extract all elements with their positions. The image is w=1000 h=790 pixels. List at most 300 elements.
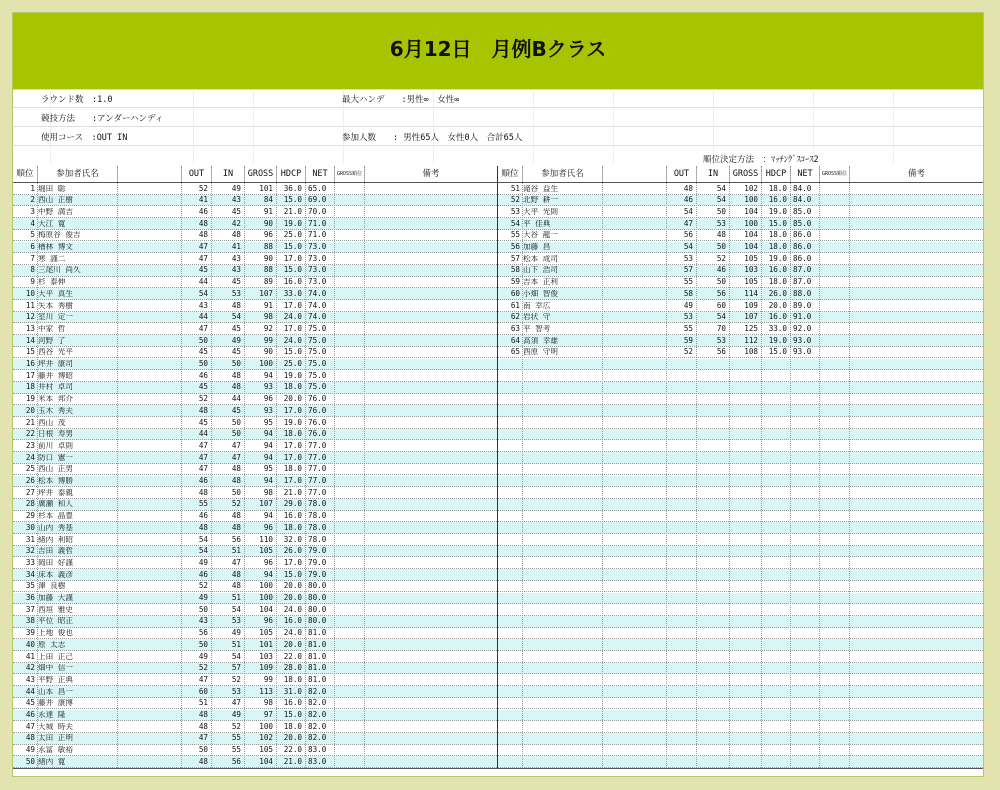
table-row — [498, 325, 982, 333]
cell-hdcp: 15.0 — [283, 243, 302, 251]
cell-gross: 101 — [259, 184, 273, 193]
cell-name: 大江 寛 — [38, 219, 66, 228]
cell-net: 77.0 — [308, 488, 327, 497]
cell-in: 52 — [231, 722, 241, 731]
cell-gross: 104 — [744, 231, 758, 240]
cell-rank: 7 — [30, 254, 35, 263]
cell-name: 楢林 博文 — [38, 243, 73, 251]
competition-method: 競技方法 :アンダーハンディ — [41, 114, 164, 124]
cell-rank: 1 — [30, 184, 35, 193]
cell-net: 73.0 — [308, 254, 327, 263]
cell-name: 平野 正典 — [38, 675, 73, 684]
cell-rank: 59 — [510, 278, 520, 287]
cell-gross: 91 — [263, 301, 273, 310]
cell-hdcp: 20.0 — [283, 640, 302, 649]
cell-in: 41 — [231, 243, 241, 251]
table-row — [13, 231, 497, 239]
cell-name: 河野 了 — [38, 336, 66, 345]
cell-out: 43 — [198, 301, 208, 310]
table-row — [498, 337, 982, 345]
table-row — [13, 325, 497, 333]
cell-out: 44 — [198, 278, 208, 287]
cell-in: 48 — [231, 523, 241, 532]
cell-hdcp: 31.0 — [283, 687, 302, 696]
cell-name: 西山 正男 — [38, 465, 73, 474]
grid-line — [364, 166, 365, 768]
header-out: OUT — [666, 166, 696, 183]
cell-in: 55 — [231, 746, 241, 755]
participant-count: 参加人数 : 男性65人 女性0人 合計65人 — [342, 133, 523, 143]
table-row — [13, 243, 497, 251]
table-row — [13, 348, 497, 356]
table-row — [498, 290, 982, 298]
cell-name: 大平 真生 — [38, 289, 73, 298]
cell-rank: 41 — [25, 652, 35, 661]
cell-name: 上地 俊也 — [38, 629, 73, 638]
cell-rank: 51 — [510, 184, 520, 193]
cell-hdcp: 25.0 — [283, 360, 302, 368]
cell-net: 65.0 — [308, 184, 327, 193]
table-row — [13, 360, 497, 368]
cell-out: 47 — [198, 243, 208, 251]
cell-rank: 47 — [25, 722, 35, 731]
cell-out: 45 — [198, 418, 208, 427]
table-row — [13, 337, 497, 345]
cell-rank: 15 — [25, 348, 35, 357]
cell-hdcp: 15.0 — [283, 266, 302, 275]
cell-net: 82.0 — [308, 699, 327, 708]
table-row — [13, 758, 497, 766]
cell-gross: 95 — [263, 465, 273, 474]
cell-gross: 105 — [744, 278, 758, 287]
column-divider — [497, 166, 498, 768]
cell-name: 吉田 義哲 — [38, 547, 73, 556]
table-row — [13, 266, 497, 274]
cell-rank: 46 — [25, 711, 35, 719]
cell-name: 原 太志 — [38, 640, 66, 649]
table-row — [13, 454, 497, 462]
cell-net: 88.0 — [793, 289, 812, 298]
cell-gross: 95 — [263, 418, 273, 427]
cell-in: 43 — [231, 254, 241, 263]
cell-hdcp: 17.0 — [283, 453, 302, 462]
cell-rank: 4 — [30, 219, 35, 228]
cell-name: 上田 正己 — [38, 652, 73, 661]
cell-name: 三尾川 尚久 — [38, 266, 81, 275]
header-hdcp: HDCP — [276, 166, 305, 183]
table-row — [13, 606, 497, 614]
grid-line — [117, 166, 118, 768]
cell-net: 73.0 — [308, 278, 327, 287]
cell-net: 75.0 — [308, 336, 327, 345]
cell-net: 81.0 — [308, 640, 327, 649]
cell-net: 79.0 — [308, 558, 327, 567]
cell-rank: 8 — [30, 266, 35, 275]
cell-gross: 103 — [744, 266, 758, 275]
cell-in: 53 — [231, 687, 241, 696]
cell-out: 52 — [198, 395, 208, 404]
cell-name: 加藤 昌 — [523, 243, 551, 251]
cell-gross: 94 — [263, 453, 273, 462]
table-row — [13, 407, 497, 415]
cell-name: 防口 憲一 — [38, 453, 73, 462]
cell-name: 渾 良樹 — [38, 582, 66, 591]
cell-out: 46 — [198, 512, 208, 521]
cell-gross: 100 — [744, 219, 758, 228]
cell-hdcp: 15.0 — [768, 219, 787, 228]
cell-out: 53 — [683, 313, 693, 322]
cell-out: 58 — [683, 289, 693, 298]
ranking-method: 順位決定方法 ：ﾏｯﾁﾝｸﾞｽｺｰｽ2 — [703, 155, 819, 165]
cell-gross: 99 — [263, 336, 273, 345]
table-row — [13, 536, 497, 544]
table-row — [498, 231, 982, 239]
cell-in: 54 — [231, 652, 241, 661]
cell-net: 77.0 — [308, 477, 327, 485]
grid-line — [181, 166, 182, 768]
cell-hdcp: 16.0 — [768, 313, 787, 322]
cell-name: 堀田 聡 — [38, 184, 66, 193]
table-row — [13, 617, 497, 625]
cell-name: 大平 光則 — [523, 207, 558, 216]
cell-hdcp: 24.0 — [283, 629, 302, 638]
cell-hdcp: 18.0 — [768, 184, 787, 193]
cell-gross: 104 — [744, 243, 758, 251]
cell-hdcp: 21.0 — [283, 207, 302, 216]
table-row — [13, 442, 497, 450]
cell-net: 81.0 — [308, 652, 327, 661]
cell-net: 83.0 — [308, 746, 327, 755]
cell-out: 45 — [198, 348, 208, 357]
table-row — [13, 196, 497, 204]
cell-hdcp: 22.0 — [283, 746, 302, 755]
cell-rank: 20 — [25, 406, 35, 415]
cell-out: 48 — [198, 523, 208, 532]
cell-net: 76.0 — [308, 418, 327, 427]
cell-out: 47 — [198, 324, 208, 333]
cell-hdcp: 18.0 — [283, 722, 302, 731]
cell-rank: 3 — [30, 207, 35, 216]
cell-hdcp: 18.0 — [768, 231, 787, 240]
cell-out: 52 — [198, 184, 208, 193]
cell-rank: 28 — [25, 500, 35, 509]
cell-hdcp: 20.0 — [283, 582, 302, 591]
cell-hdcp: 18.0 — [768, 278, 787, 287]
cell-hdcp: 36.0 — [283, 184, 302, 193]
cell-gross: 90 — [263, 219, 273, 228]
cell-hdcp: 18.0 — [283, 523, 302, 532]
cell-hdcp: 25.0 — [283, 231, 302, 240]
cell-name: 廣瀬 和人 — [38, 500, 73, 509]
table-row — [498, 185, 982, 193]
results-table — [13, 183, 983, 768]
cell-out: 46 — [683, 196, 693, 205]
cell-net: 78.0 — [308, 512, 327, 521]
cell-gross: 109 — [744, 301, 758, 310]
cell-out: 48 — [198, 219, 208, 228]
cell-name: 南 幸広 — [523, 301, 551, 310]
cell-in: 54 — [716, 184, 726, 193]
cell-in: 48 — [231, 465, 241, 474]
cell-net: 76.0 — [308, 406, 327, 415]
cell-out: 47 — [198, 734, 208, 743]
course-used: 使用コース :OUT IN — [41, 133, 128, 143]
cell-name: 加藤 大謹 — [38, 594, 73, 602]
cell-gross: 91 — [263, 207, 273, 216]
title-banner — [13, 13, 983, 89]
cell-in: 57 — [231, 664, 241, 673]
cell-out: 59 — [683, 336, 693, 345]
cell-gross: 108 — [744, 348, 758, 357]
cell-in: 56 — [231, 757, 241, 766]
cell-net: 74.0 — [308, 289, 327, 298]
cell-net: 81.0 — [308, 664, 327, 673]
cell-gross: 97 — [263, 711, 273, 719]
cell-hdcp: 16.0 — [768, 196, 787, 205]
cell-gross: 113 — [259, 687, 273, 696]
cell-gross: 125 — [744, 324, 758, 333]
cell-rank: 57 — [510, 254, 520, 263]
cell-name: 中野 満吉 — [38, 207, 73, 216]
table-header-right — [498, 166, 983, 183]
table-row — [13, 653, 497, 661]
cell-out: 60 — [198, 687, 208, 696]
cell-out: 52 — [198, 582, 208, 591]
table-row — [498, 313, 982, 321]
header-name: 参加者氏名 — [37, 166, 117, 183]
cell-net: 93.0 — [793, 336, 812, 345]
cell-name: 畑中 信一 — [38, 664, 73, 673]
cell-rank: 21 — [25, 418, 35, 427]
cell-gross: 107 — [744, 313, 758, 322]
table-row — [13, 559, 497, 567]
cell-gross: 102 — [744, 184, 758, 193]
cell-name: 室川 定一 — [38, 313, 73, 322]
competition-info — [13, 89, 983, 164]
cell-out: 55 — [683, 324, 693, 333]
cell-gross: 105 — [259, 746, 273, 755]
header-blank — [117, 166, 181, 183]
cell-hdcp: 18.0 — [283, 430, 302, 439]
cell-in: 48 — [231, 383, 241, 392]
cell-net: 82.0 — [308, 687, 327, 696]
cell-rank: 53 — [510, 207, 520, 216]
cell-out: 50 — [198, 336, 208, 345]
cell-gross: 96 — [263, 523, 273, 532]
table-row — [13, 465, 497, 473]
cell-name: 藤井 康博 — [38, 699, 73, 708]
header-net: NET — [305, 166, 334, 183]
cell-in: 54 — [231, 313, 241, 322]
cell-rank: 14 — [25, 336, 35, 345]
cell-name: 前川 卓則 — [38, 441, 73, 450]
grid-line — [276, 166, 277, 768]
table-row — [13, 185, 497, 193]
cell-gross: 100 — [259, 594, 273, 602]
cell-in: 45 — [231, 348, 241, 357]
cell-net: 87.0 — [793, 266, 812, 275]
cell-rank: 18 — [25, 383, 35, 392]
cell-rank: 54 — [510, 219, 520, 228]
cell-net: 87.0 — [793, 278, 812, 287]
cell-in: 47 — [231, 441, 241, 450]
cell-in: 45 — [231, 207, 241, 216]
cell-out: 54 — [198, 535, 208, 544]
cell-gross: 94 — [263, 477, 273, 485]
cell-in: 50 — [231, 360, 241, 368]
cell-in: 54 — [231, 605, 241, 614]
cell-hdcp: 19.0 — [768, 207, 787, 216]
cell-hdcp: 16.0 — [283, 617, 302, 626]
cell-gross: 94 — [263, 512, 273, 521]
cell-net: 83.0 — [308, 757, 327, 766]
round-count: ラウンド数 :1.0 — [41, 95, 113, 105]
cell-net: 82.0 — [308, 711, 327, 719]
cell-gross: 93 — [263, 383, 273, 392]
cell-rank: 50 — [25, 757, 35, 766]
cell-name: 岩状 守 — [523, 313, 551, 322]
cell-net: 80.0 — [308, 617, 327, 626]
cell-out: 54 — [198, 289, 208, 298]
cell-name: 杉 泰伸 — [38, 278, 66, 287]
header-out: OUT — [181, 166, 211, 183]
cell-net: 77.0 — [308, 465, 327, 474]
cell-net: 80.0 — [308, 594, 327, 602]
cell-gross: 100 — [259, 722, 273, 731]
cell-gross: 84 — [263, 196, 273, 205]
cell-in: 51 — [231, 640, 241, 649]
header-divider — [13, 182, 983, 183]
cell-gross: 101 — [259, 640, 273, 649]
cell-name: 松本 成司 — [523, 254, 558, 263]
cell-gross: 96 — [263, 231, 273, 240]
cell-in: 48 — [231, 371, 241, 380]
cell-hdcp: 17.0 — [283, 441, 302, 450]
cell-in: 50 — [231, 430, 241, 439]
cell-net: 74.0 — [308, 313, 327, 322]
cell-hdcp: 20.0 — [283, 734, 302, 743]
cell-hdcp: 24.0 — [283, 336, 302, 345]
cell-name: 永冨 敏裕 — [38, 746, 73, 755]
cell-gross: 100 — [259, 582, 273, 591]
cell-name: 西谷 光平 — [38, 348, 73, 357]
cell-gross: 93 — [263, 406, 273, 415]
cell-hdcp: 15.0 — [283, 348, 302, 357]
table-row — [13, 220, 497, 228]
cell-name: 西山 正樹 — [38, 196, 73, 205]
cell-rank: 30 — [25, 523, 35, 532]
cell-rank: 2 — [30, 196, 35, 205]
cell-in: 60 — [716, 301, 726, 310]
cell-net: 92.0 — [793, 324, 812, 333]
cell-gross: 92 — [263, 324, 273, 333]
table-row — [13, 302, 497, 310]
cell-name: 松本 博勝 — [38, 477, 73, 485]
cell-name: 米本 邦介 — [38, 395, 73, 404]
cell-out: 45 — [198, 383, 208, 392]
cell-rank: 27 — [25, 488, 35, 497]
cell-rank: 64 — [510, 336, 520, 345]
results-sheet — [12, 12, 984, 777]
cell-out: 48 — [198, 722, 208, 731]
cell-gross: 104 — [259, 605, 273, 614]
cell-out: 49 — [198, 558, 208, 567]
cell-rank: 60 — [510, 289, 520, 298]
cell-net: 71.0 — [308, 231, 327, 240]
cell-in: 52 — [231, 675, 241, 684]
cell-rank: 55 — [510, 231, 520, 240]
cell-out: 56 — [198, 629, 208, 638]
cell-in: 48 — [231, 231, 241, 240]
header-in: IN — [696, 166, 729, 183]
grid-line — [761, 166, 762, 768]
cell-hdcp: 15.0 — [283, 711, 302, 719]
cell-net: 80.0 — [308, 605, 327, 614]
cell-net: 70.0 — [308, 207, 327, 216]
cell-gross: 112 — [744, 336, 758, 345]
cell-name: 酉原 守明 — [523, 348, 558, 357]
table-row — [13, 255, 497, 263]
cell-out: 54 — [683, 243, 693, 251]
cell-in: 48 — [231, 582, 241, 591]
grid-line — [305, 166, 306, 768]
cell-hdcp: 17.0 — [283, 301, 302, 310]
table-row — [13, 208, 497, 216]
cell-hdcp: 19.0 — [283, 371, 302, 380]
cell-gross: 98 — [263, 699, 273, 708]
table-row — [498, 278, 982, 286]
cell-net: 78.0 — [308, 535, 327, 544]
cell-hdcp: 21.0 — [283, 488, 302, 497]
cell-rank: 32 — [25, 547, 35, 556]
cell-net: 89.0 — [793, 301, 812, 310]
cell-gross: 104 — [259, 757, 273, 766]
cell-hdcp: 18.0 — [283, 675, 302, 684]
cell-rank: 63 — [510, 324, 520, 333]
cell-name: 山下 浩司 — [523, 266, 558, 275]
cell-net: 75.0 — [308, 371, 327, 380]
cell-rank: 35 — [25, 582, 35, 591]
cell-rank: 22 — [25, 430, 35, 439]
cell-rank: 52 — [510, 196, 520, 205]
cell-out: 46 — [198, 570, 208, 579]
cell-gross: 100 — [259, 360, 273, 368]
cell-hdcp: 15.0 — [283, 570, 302, 579]
cell-hdcp: 28.0 — [283, 664, 302, 673]
cell-hdcp: 16.0 — [283, 699, 302, 708]
cell-hdcp: 20.0 — [283, 395, 302, 404]
cell-hdcp: 33.0 — [283, 289, 302, 298]
cell-rank: 29 — [25, 512, 35, 521]
cell-rank: 65 — [510, 348, 520, 357]
cell-in: 70 — [716, 324, 726, 333]
cell-net: 75.0 — [308, 360, 327, 368]
cell-rank: 16 — [25, 360, 35, 368]
cell-hdcp: 19.0 — [768, 336, 787, 345]
cell-gross: 94 — [263, 371, 273, 380]
cell-out: 48 — [198, 231, 208, 240]
cell-out: 52 — [198, 664, 208, 673]
table-row — [13, 571, 497, 579]
table-row — [13, 477, 497, 485]
table-row — [13, 430, 497, 438]
cell-in: 48 — [231, 301, 241, 310]
cell-in: 47 — [231, 558, 241, 567]
cell-in: 56 — [716, 348, 726, 357]
cell-hdcp: 22.0 — [283, 652, 302, 661]
cell-net: 85.0 — [793, 207, 812, 216]
cell-hdcp: 15.0 — [283, 196, 302, 205]
